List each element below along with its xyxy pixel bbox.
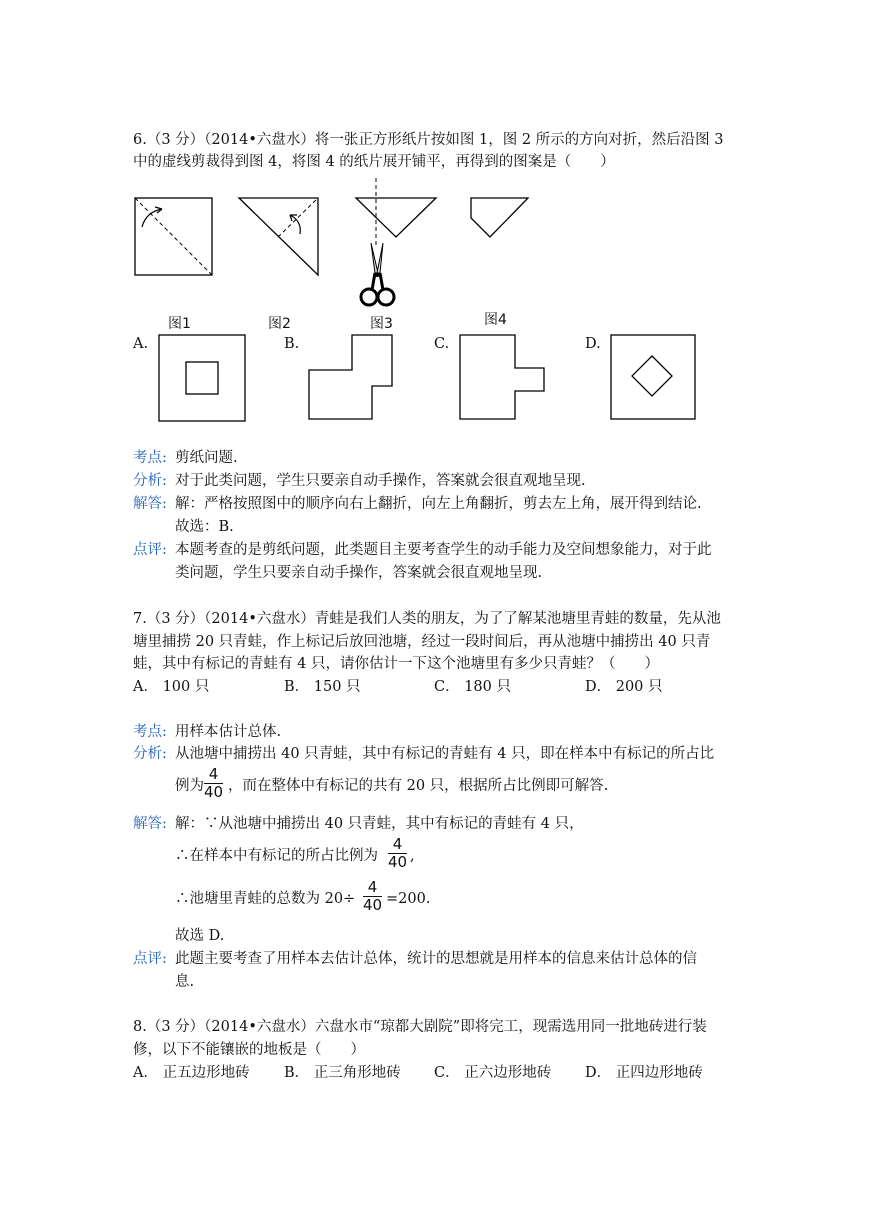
q8-option-b: B． 正三角形地砖 — [284, 1065, 401, 1081]
q6-jieda-line1: 解：严格按照图中的顺序向右上翻折，向左上角翻折，剪去左上角，展开得到结论. — [175, 496, 702, 512]
q8-stem-line1: 8.（3 分）（2014•六盘水）六盘水市“琼都大剧院”即将完工，现需选用同一批地砖进行装 — [133, 1019, 707, 1035]
q7-kaodian-label: 考点: — [133, 724, 167, 740]
fraction-numerator: 4 — [204, 766, 223, 784]
q7-stem-line2: 塘里捕捞 20 只青蛙，作上标记后放回池塘，经过一段时间后，再从池塘中捕捞出 40 只青 — [133, 634, 711, 650]
q7-jieda-line2-post: , — [410, 848, 415, 864]
q6-option-a-label: A. — [133, 336, 149, 352]
q7-jieda-line1: 解：∵从池塘中捕捞出 40 只青蛙，其中有标记的青蛙有 4 只， — [175, 816, 584, 832]
q6-jieda-label: 解答: — [133, 496, 167, 512]
q6-stem-line2: 中的虚线剪裁得到图 4，将图 4 的纸片展开铺平，再得到的图案是（ ） — [133, 154, 615, 170]
q6-option-b-label: B. — [284, 336, 300, 352]
option-b-figure — [309, 335, 392, 419]
fraction-denominator: 40 — [204, 783, 224, 801]
q7-dianping-line2: 息. — [175, 974, 195, 990]
q6-option-c-label: C. — [434, 336, 450, 352]
fraction-denominator: 40 — [363, 896, 383, 914]
q6-dianping-line2: 类问题，学生只要亲自动手操作，答案就会很直观地呈现. — [175, 565, 543, 581]
q7-option-a: A． 100 只 — [133, 679, 210, 695]
q7-option-b: B． 150 只 — [284, 679, 361, 695]
q7-jieda-label: 解答: — [133, 816, 167, 832]
q7-dianping-label: 点评: — [133, 951, 167, 967]
fig1-caption: 图1 — [168, 316, 191, 332]
fig2-triangle-diagram — [239, 198, 318, 275]
fig1-square-diagram — [135, 198, 212, 275]
q6-folding-figures — [128, 175, 548, 315]
q7-fraction-1 — [204, 766, 223, 801]
scissors-icon — [361, 243, 394, 305]
q6-fenxi-label: 分析: — [133, 473, 167, 489]
fig3-cut-diagram — [356, 178, 436, 245]
q7-jieda-line3-post: =200. — [386, 891, 431, 907]
q7-jieda-line4: 故选 D. — [175, 928, 225, 944]
q7-fenxi-label: 分析: — [133, 746, 167, 762]
q7-stem-line3: 蛙，其中有标记的青蛙有 4 只，请你估计一下这个池塘里有多少只青蛙？（ ） — [133, 656, 659, 672]
q7-option-c: C． 180 只 — [434, 679, 511, 695]
q7-option-d: D． 200 只 — [585, 679, 663, 695]
fig3-caption: 图3 — [370, 316, 393, 332]
q6-kaodian-text: 剪纸问题. — [175, 450, 238, 466]
q7-kaodian-text: 用样本估计总体. — [175, 724, 282, 740]
q7-jieda-line3-pre: ∴池塘里青蛙的总数为 20÷ — [175, 891, 356, 907]
q8-option-a: A． 正五边形地砖 — [133, 1065, 250, 1081]
q7-fenxi-line1: 从池塘中捕捞出 40 只青蛙，其中有标记的青蛙有 4 只，即在样本中有标记的所占比 — [175, 746, 715, 762]
option-c-figure — [460, 335, 544, 419]
q6-fenxi-text: 对于此类问题，学生只要亲自动手操作，答案就会很直观地呈现. — [175, 473, 586, 489]
q7-fraction-2 — [388, 836, 407, 871]
q8-option-c: C． 正六边形地砖 — [434, 1065, 552, 1081]
q6-option-figures — [150, 330, 710, 425]
fig2-caption: 图2 — [268, 316, 291, 332]
q6-dianping-line1: 本题考查的是剪纸问题，此类题目主要考查学生的动手能力及空间想象能力，对于此 — [175, 542, 712, 558]
q7-fenxi-line2-post: ，而在整体中有标记的共有 20 只，根据所占比例即可解答. — [228, 778, 609, 794]
fraction-denominator: 40 — [388, 853, 408, 871]
q8-option-d: D． 正四边形地砖 — [585, 1065, 703, 1081]
fig4-cut-piece — [471, 198, 528, 237]
option-d-figure — [611, 335, 695, 419]
q7-jieda-line2-pre: ∴在样本中有标记的所占比例为 — [175, 848, 378, 864]
option-a-figure — [159, 335, 245, 421]
q7-stem-line1: 7.（3 分）（2014•六盘水）青蛙是我们人类的朋友，为了了解某池塘里青蛙的数量，先从池 — [133, 611, 721, 627]
q8-stem-line2: 修，以下不能镶嵌的地板是（ ） — [133, 1042, 365, 1058]
q7-dianping-line1: 此题主要考查了用样本去估计总体，统计的思想就是用样本的信息来估计总体的信 — [175, 951, 697, 967]
q7-fraction-3 — [363, 879, 382, 914]
q7-fenxi-line2-pre: 例为 — [175, 778, 204, 794]
q6-option-d-label: D. — [585, 336, 601, 352]
q6-jieda-line2: 故选：B. — [175, 519, 234, 535]
q6-stem-line1: 6.（3 分）（2014•六盘水）将一张正方形纸片按如图 1，图 2 所示的方向对折，然后沿图 3 — [133, 132, 724, 148]
q6-dianping-label: 点评: — [133, 542, 167, 558]
fig4-caption: 图4 — [484, 312, 507, 328]
q6-kaodian-label: 考点: — [133, 450, 167, 466]
fraction-numerator: 4 — [388, 836, 407, 854]
fraction-numerator: 4 — [363, 879, 382, 897]
